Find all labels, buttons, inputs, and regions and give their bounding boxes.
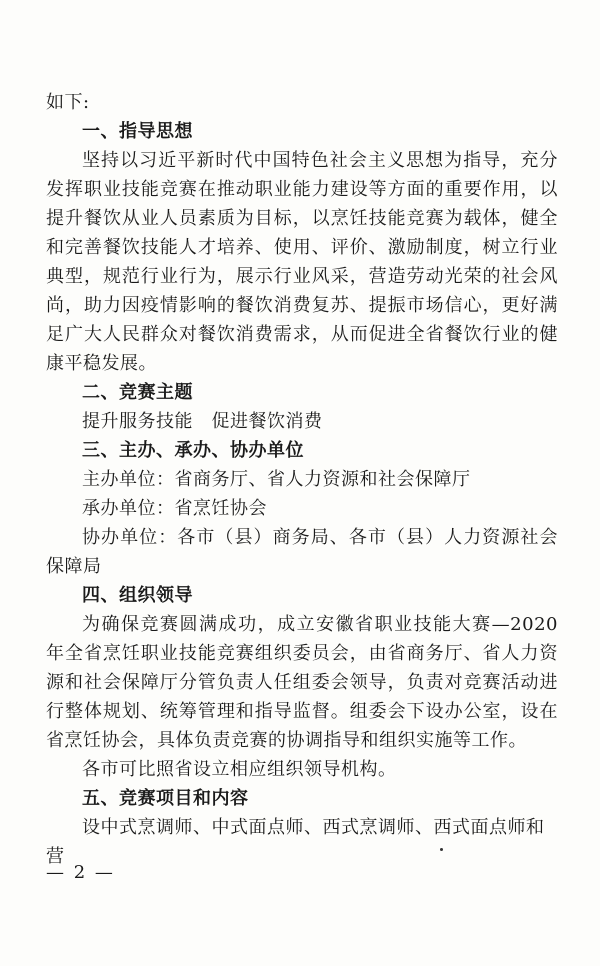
intro-line: 如下:: [46, 92, 90, 113]
section-heading-guiding-ideology: 一、指导思想: [82, 121, 193, 142]
document-body: [46, 88, 558, 871]
paragraph-host-unit: 主办单位：省商务厅、省人力资源和社会保障厅: [82, 469, 471, 490]
section-heading-leadership: 四、组织领导: [82, 585, 193, 606]
page-number: — 2 —: [46, 862, 115, 883]
paragraph-theme: 提升服务技能 促进餐饮消费: [82, 411, 323, 432]
paragraph-items: 设中式烹调师、中式面点师、西式烹调师、西式面点师和营: [46, 817, 545, 867]
paragraph-organizer-unit: 承办单位：省烹饪协会: [82, 498, 267, 519]
section-heading-items: 五、竞赛项目和内容: [82, 788, 249, 809]
scan-speck: [440, 848, 443, 851]
paragraph-co-organizer-unit: 协办单位：各市（县）商务局、各市（县）人力资源社会保障局: [46, 527, 558, 577]
paragraph-leadership: 为确保竞赛圆满成功，成立安徽省职业技能大赛—2020 年全省烹饪职业技能竞赛组织委员会，由省商务厅、省人力资源和社会保障厅分管负责人任组委会领导，负责对竞赛活动进行整体规划、统筹管理和指导监督。组委会下设办公室，设在省烹饪协会，具体负责竞赛的协调指导和组织实施等工作。: [46, 614, 558, 751]
paragraph-guiding-ideology: 坚持以习近平新时代中国特色社会主义思想为指导，充分发挥职业技能竞赛在推动职业能力建设等方面的重要作用，以提升餐饮从业人员素质为目标，以烹饪技能竞赛为载体，健全和完善餐饮技能人才培养、使用、评价、激励制度，树立行业典型，规范行业行为，展示行业风采，营造劳动光荣的社会风尚，助力因疫情影响的餐饮消费复苏、提振市场信心，更好满足广大人民群众对餐饮消费需求，从而促进全省餐饮行业的健康平稳发展。: [46, 150, 558, 374]
paragraph-city-leadership: 各市可比照省设立相应组织领导机构。: [82, 759, 397, 780]
section-heading-theme: 二、竞赛主题: [82, 382, 193, 403]
section-heading-organizers: 三、主办、承办、协办单位: [82, 440, 304, 461]
